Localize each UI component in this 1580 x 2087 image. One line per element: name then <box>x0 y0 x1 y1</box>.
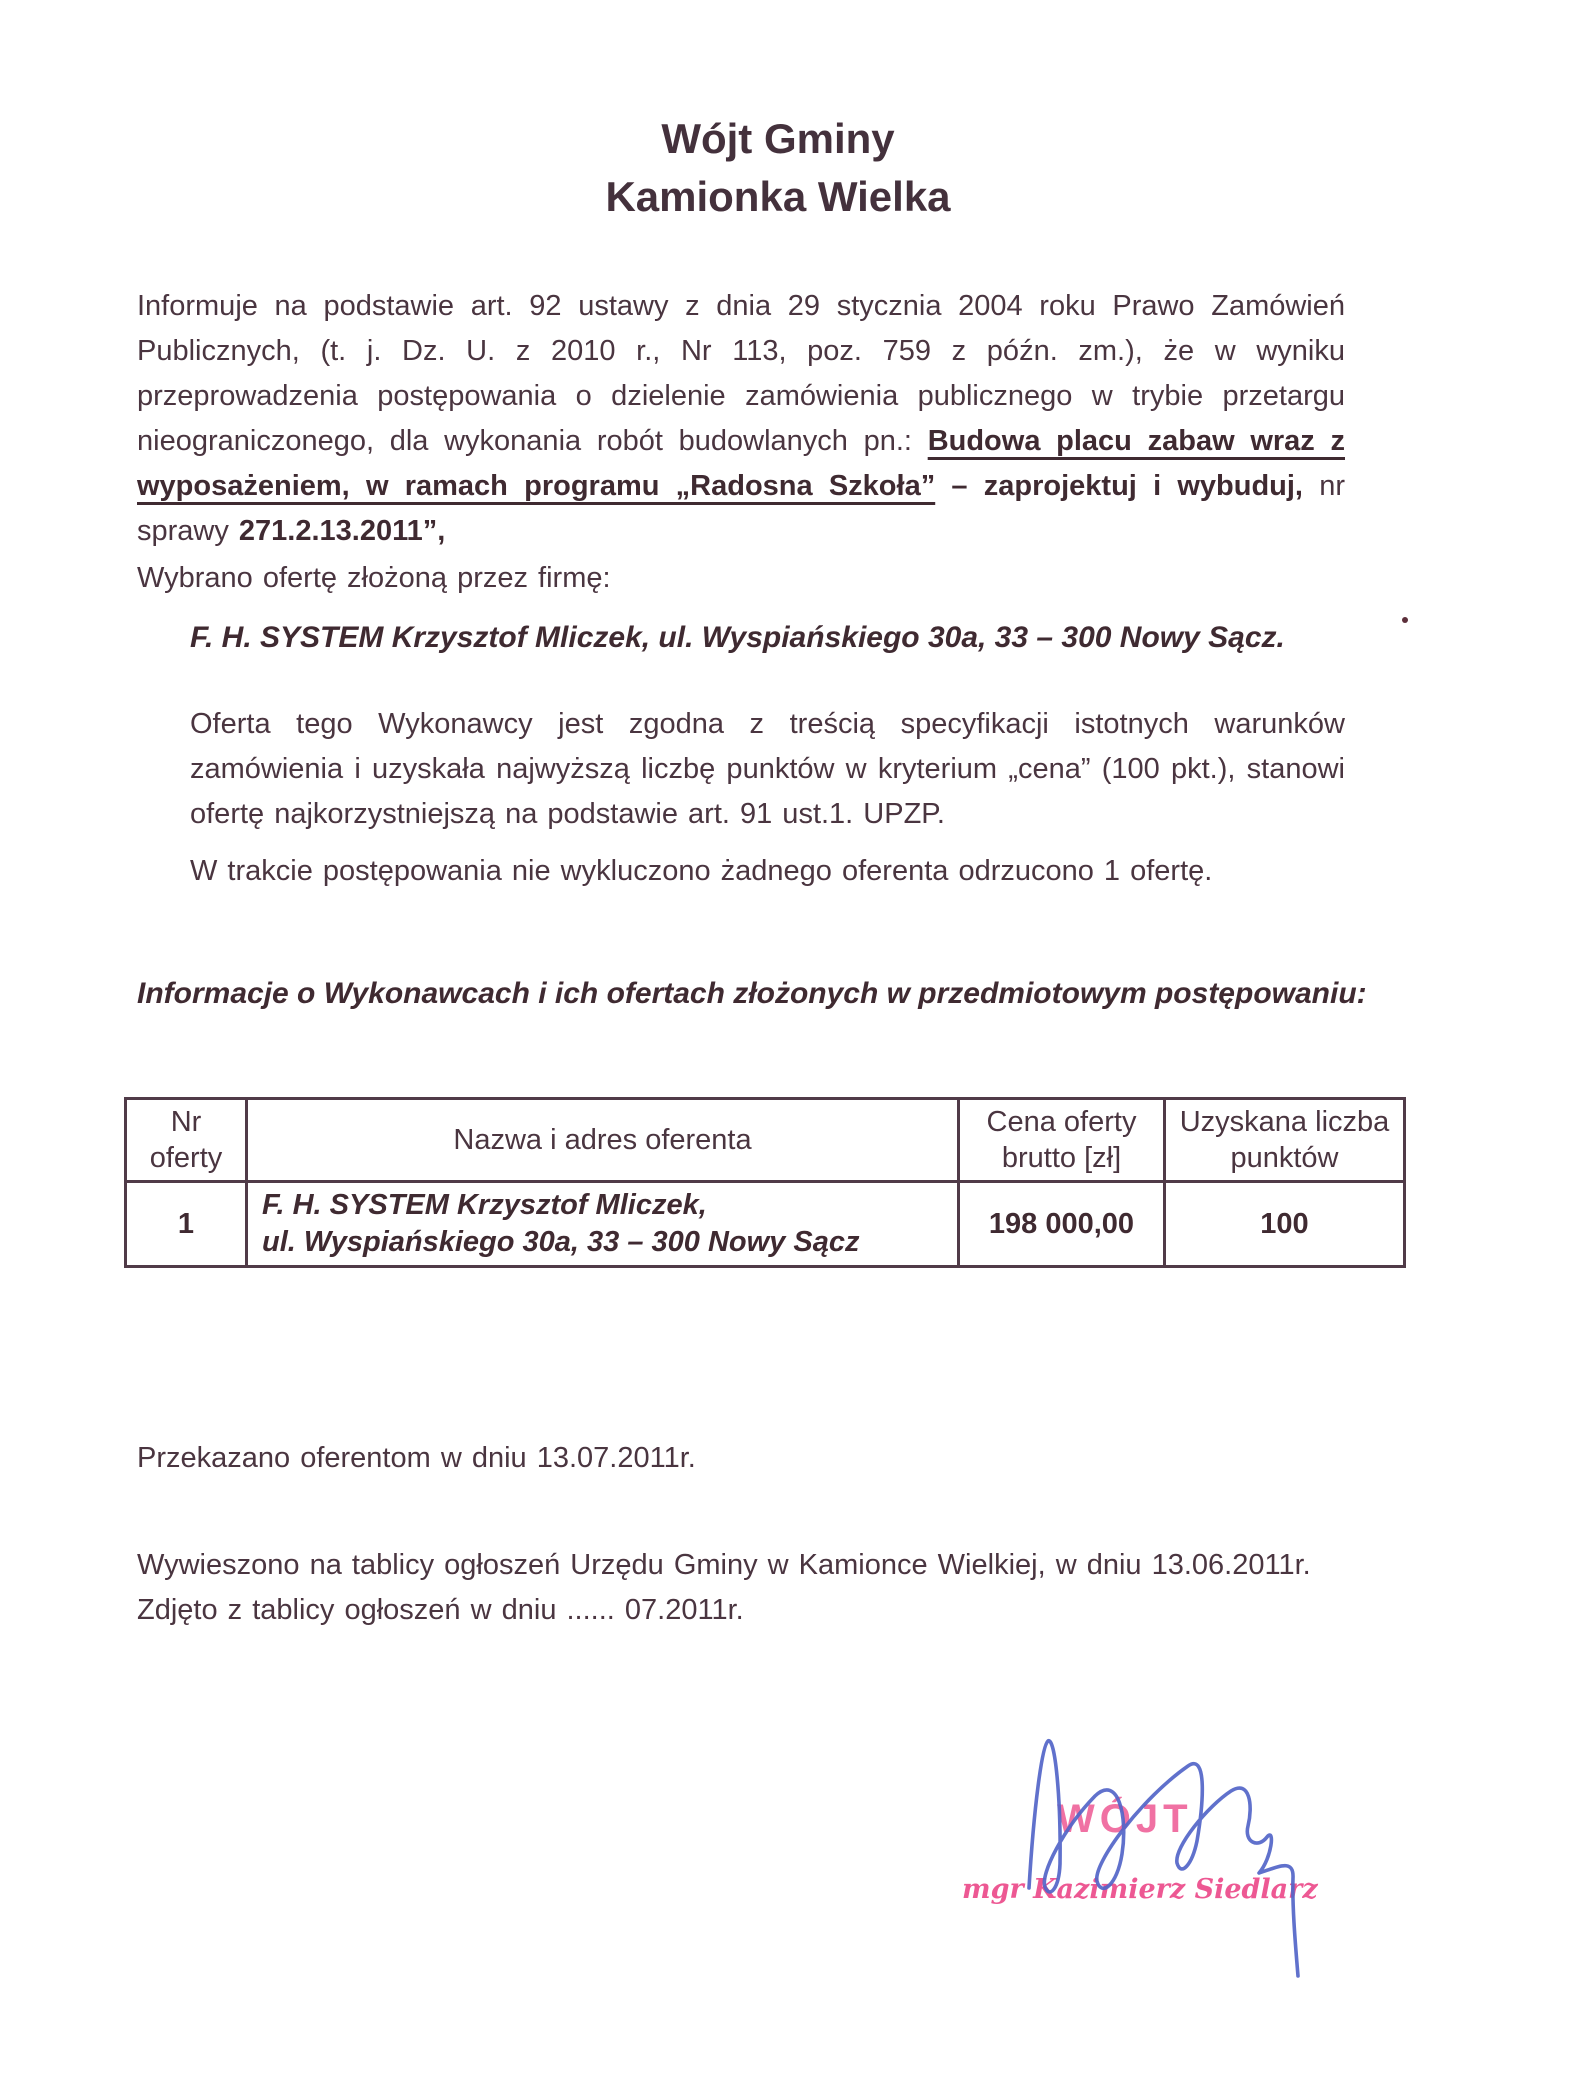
bidder-name-line-2: ul. Wyspiańskiego 30a, 33 – 300 Nowy Sącz <box>262 1226 860 1258</box>
posted-note: Wywieszono na tablicy ogłoszeń Urzędu Gminy w Kamionce Wielkiej, w dniu 13.06.2011r. <box>137 1549 1311 1581</box>
case-label: nr sprawy <box>137 470 1345 547</box>
document-title <box>0 110 1568 226</box>
table-row <box>126 1182 1405 1267</box>
offers-table <box>124 1097 1406 1268</box>
title-line-2: Kamionka Wielka <box>605 173 951 220</box>
col-header-bidder-name: Nazwa i adres oferenta <box>247 1099 959 1182</box>
gross-price-cell: 198 000,00 <box>959 1182 1165 1267</box>
offer-number-cell: 1 <box>126 1182 247 1267</box>
rejection-note: W trakcie postępowania nie wykluczono żadnego oferenta odrzucono 1 ofertę. <box>190 855 1213 887</box>
case-number: 271.2.13.2011”, <box>238 515 446 547</box>
handed-to-bidders-note: Przekazano oferentom w dniu 13.07.2011r. <box>137 1442 696 1474</box>
notice-board-block <box>137 1543 1311 1633</box>
offer-compliance-paragraph: Oferta tego Wykonawcy jest zgodna z treścią specyfikacji istotnych warunków zamówienia i uzyskała najwyższą liczbę punktów w kryterium „cena” (100 pkt.), stanowi ofertę najkorzystniejszą na podstawie art. 91 ust.1. UPZP. <box>190 708 1345 830</box>
removed-note: Zdjęto z tablicy ogłoszeń w dniu ...... 07.2011r. <box>137 1594 744 1626</box>
signature-ink <box>1002 1736 1312 1988</box>
bidder-name-line-1: F. H. SYSTEM Krzysztof Mliczek, <box>262 1189 707 1221</box>
col-header-gross-price: Cena oferty brutto [zł] <box>959 1099 1165 1182</box>
bidder-name-cell <box>247 1182 959 1267</box>
col-header-points: Uzyskana liczba punktów <box>1165 1099 1405 1182</box>
project-name-tail: – zaprojektuj i wybuduj, <box>935 470 1320 502</box>
wojt-stamp-title: WÓJT <box>1057 1797 1193 1841</box>
intro-text: Informuje na podstawie art. 92 ustawy z dnia 29 stycznia 2004 roku Prawo Zamówień Publicznych, (t. j. Dz. U. z 2010 r., Nr 113, poz. 759 z późn. zm.), że w wyniku przeprowadzenia postępowania o dzielenie zamówienia publicznego w trybie przetargu nieograniczonego, dla wykonania robót budowlanych pn.: <box>137 290 1345 457</box>
intro-paragraph <box>137 284 1345 554</box>
col-header-offer-number: Nr oferty <box>126 1099 247 1182</box>
chosen-offer-intro: Wybrano ofertę złożoną przez firmę: <box>137 562 611 594</box>
winning-company-line: F. H. SYSTEM Krzysztof Mliczek, ul. Wyspiańskiego 30a, 33 – 300 Nowy Sącz. <box>190 621 1285 654</box>
offers-section-heading: Informacje o Wykonawcach i ich ofertach złożonych w przedmiotowym postępowaniu: <box>137 977 1367 1010</box>
points-cell: 100 <box>1165 1182 1405 1267</box>
offers-table-header-row <box>126 1099 1405 1182</box>
title-line-1: Wójt Gminy <box>661 115 895 162</box>
wojt-stamp-name: mgr Kazimierz Siedlarz <box>962 1874 1318 1905</box>
ink-dot-artifact <box>1402 617 1408 623</box>
project-name-underlined: Budowa placu zabaw wraz z wyposażeniem, w ramach programu „Radosna Szkoła” <box>137 425 1345 502</box>
